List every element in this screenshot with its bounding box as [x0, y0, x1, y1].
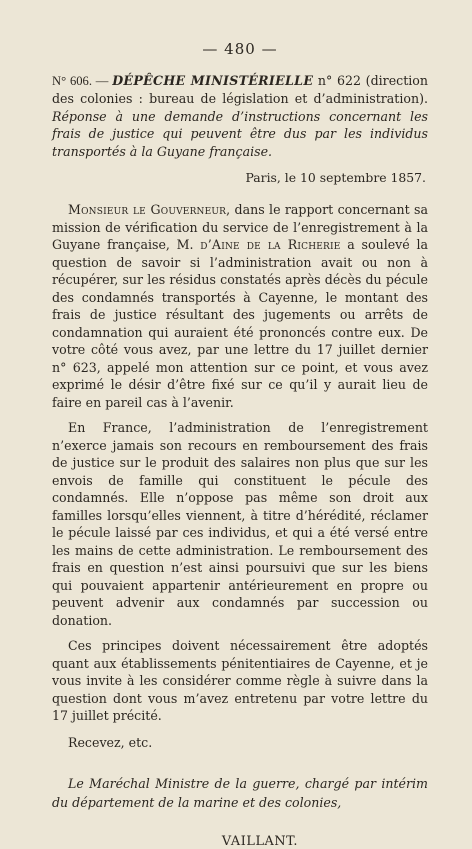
page-number: — 480 —	[202, 40, 278, 58]
dispatch-reference: n° 622 (direction des colonies : bureau de législation et d’administration).	[52, 73, 428, 107]
paragraph-3: Ces principes doivent nécessairement être adoptés quant aux établissements pénitentiaires de Cayenne, et je vous invite à les considérer comme règle à suivre dans la question dont vous m’avez entretenu par votre lettre du 17 juillet précité.	[52, 638, 428, 724]
dispatch-subject: Réponse à une demande d’instructions concernant les frais de justice qui peuvent être dus par les individus transportés à la Guyane française.	[52, 108, 428, 159]
dispatch-number: N° 606. —	[52, 74, 113, 88]
dispatch-header	[52, 72, 428, 160]
paragraph-1	[52, 201, 428, 411]
signature: VAILLANT.	[221, 833, 299, 849]
dispatch-title: DÉPÊCHE MINISTÉRIELLE	[112, 73, 314, 88]
closing-formula: Recevez, etc.	[68, 734, 153, 750]
dateline: Paris, le 10 septembre 1857.	[245, 170, 426, 186]
person-name: d’Aine de la Richerie	[200, 237, 341, 253]
paragraph-1-part-b: a soulevé la question de savoir si l’administration avait ou non à récupérer, sur les résidus constatés après décès du pécule des condamnés transportés à Cayenne, le montant des frais de justice résultant des jugements ou arrêts de condamnation qui auraient été prononcés contre eux. De votre côté vous avez, par une lettre du 17 juillet dernier n° 623, appelé mon attention sur ce point, et vous avez exprimé le désir d’être fixé sur ce qu’il y aurait lieu de faire en pareil cas à l’avenir.	[52, 237, 429, 410]
paragraph-2: En France, l’administration de l’enregistrement n’exerce jamais son recours en remboursement des frais de justice sur le produit des salaires non plus que sur les envois de famille qui constituent le pécule des condamnés. Elle n’oppose pas même son droit aux familles lorsqu’elles viennent, à titre d’hérédité, réclamer le pécule laissé par ces individus, et qui a été versé entre les mains de cette administration. Le remboursement des frais en question n’est ainsi poursuivi que sur les biens qui pouvaient appartenir antérieurement en propre ou peuvent advenir aux condamnés par succession ou donation.	[52, 420, 428, 628]
salutation: Monsieur le Gouverneur	[68, 202, 227, 218]
signoff: Le Maréchal Ministre de la guerre, chargé par intérim du département de la marine et des colonies,	[52, 775, 428, 810]
paragraph-1-part-a: , dans le rapport concernant sa mission de vérification du service de l’enregistrement à la Guyane française, M.	[52, 202, 428, 253]
